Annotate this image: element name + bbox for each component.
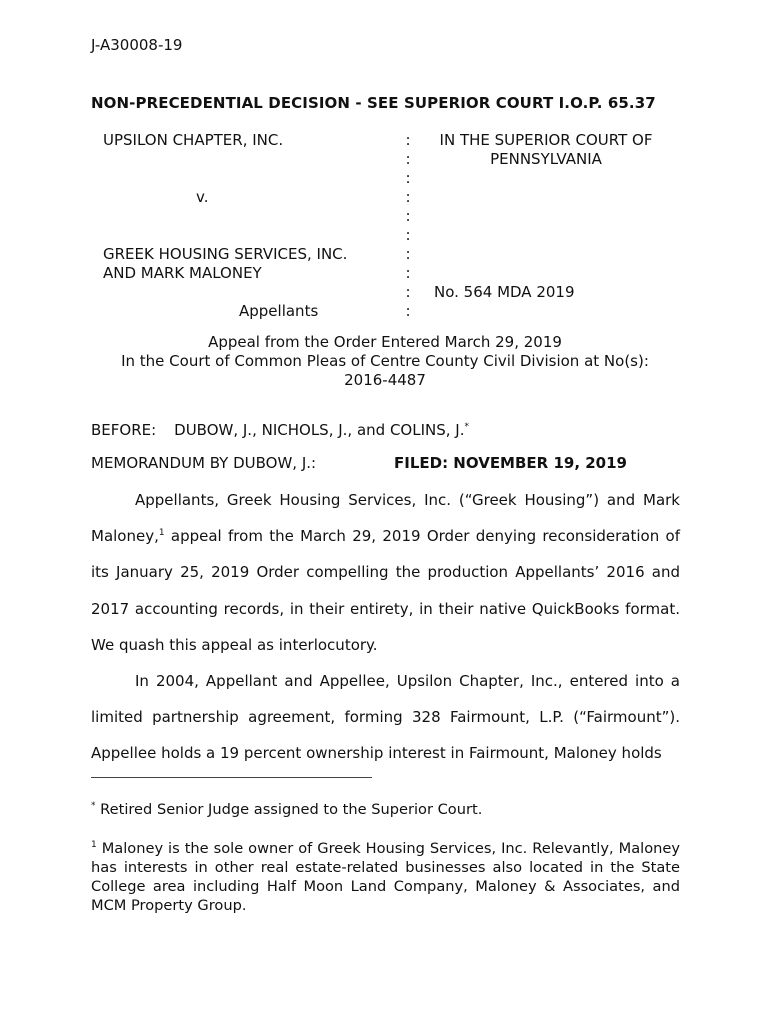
footnote-star-marker: * (91, 801, 96, 812)
appeal-line-1: Appeal from the Order Entered March 29, 2019 (208, 333, 562, 351)
footnote-1 (91, 839, 680, 915)
footnote-1-marker: 1 (91, 840, 97, 851)
para1-text-a: Appellants, Greek Housing Services, Inc. (“Greek Housing”) and Mark Maloney, (91, 491, 680, 546)
caption-separator: : (405, 226, 411, 244)
panel-line (91, 421, 469, 439)
case-caption (91, 131, 691, 321)
defendant-line-1: GREEK HOUSING SERVICES, INC. (103, 245, 348, 263)
docket-number: J-A30008-19 (91, 36, 183, 54)
caption-separator: : (405, 245, 411, 263)
defendant-line-2: AND MARK MALONEY (103, 264, 262, 282)
court-line-2: PENNSYLVANIA (490, 150, 602, 168)
appeal-information (80, 333, 690, 390)
footnote-1-text: Maloney is the sole owner of Greek Housing Services, Inc. Relevantly, Maloney has interests in other real estate-related businesses also located in the State College area including Half Moon Land Company, Maloney & Associates, and MCM Property Group. (91, 840, 680, 914)
footnote-star (91, 800, 680, 819)
filed-date: FILED: NOVEMBER 19, 2019 (394, 454, 627, 472)
appeal-line-2: In the Court of Common Pleas of Centre County Civil Division at No(s): (121, 352, 649, 370)
para1-text-b: appeal from the March 29, 2019 Order denying reconsideration of its January 25, 2019 Order compelling the production Appellants’ 2016 and 2017 accounting records, in their entirety, in their native QuickBooks format. We quash this appeal as interlocutory. (91, 527, 680, 654)
caption-separator: : (405, 302, 411, 320)
caption-separator: : (405, 207, 411, 225)
caption-separator: : (405, 150, 411, 168)
versus-label: v. (196, 188, 209, 206)
memorandum-author: MEMORANDUM BY DUBOW, J.: (91, 454, 317, 472)
caption-separator: : (405, 188, 411, 206)
caption-separator: : (405, 264, 411, 282)
non-precedential-banner: NON-PRECEDENTIAL DECISION - SEE SUPERIOR COURT I.O.P. 65.37 (91, 94, 656, 112)
court-name (434, 131, 658, 169)
panel-judges: DUBOW, J., NICHOLS, J., and COLINS, J. (174, 421, 465, 439)
caption-separator: : (405, 169, 411, 187)
body-paragraph-1 (91, 482, 680, 663)
judge-footnote-marker: * (464, 422, 469, 432)
before-label: BEFORE: (91, 421, 157, 439)
caption-separator: : (405, 283, 411, 301)
case-number: No. 564 MDA 2019 (434, 283, 575, 301)
body-paragraph-2: In 2004, Appellant and Appellee, Upsilon Chapter, Inc., entered into a limited partnership agreement, forming 328 Fairmount, L.P. (“Fairmount”). Appellee holds a 19 percent ownership interest in Fairmount, Maloney holds (91, 672, 680, 763)
party-role: Appellants (239, 302, 319, 320)
footnote-star-text: Retired Senior Judge assigned to the Superior Court. (95, 801, 483, 818)
caption-separator-column (402, 131, 414, 321)
footnote-reference-1: 1 (158, 528, 165, 539)
plaintiff-name: UPSILON CHAPTER, INC. (103, 131, 284, 149)
caption-separator: : (405, 131, 411, 149)
court-line-1: IN THE SUPERIOR COURT OF (439, 131, 653, 149)
footnote-divider (91, 777, 372, 778)
appeal-line-3: 2016-4487 (344, 371, 426, 389)
